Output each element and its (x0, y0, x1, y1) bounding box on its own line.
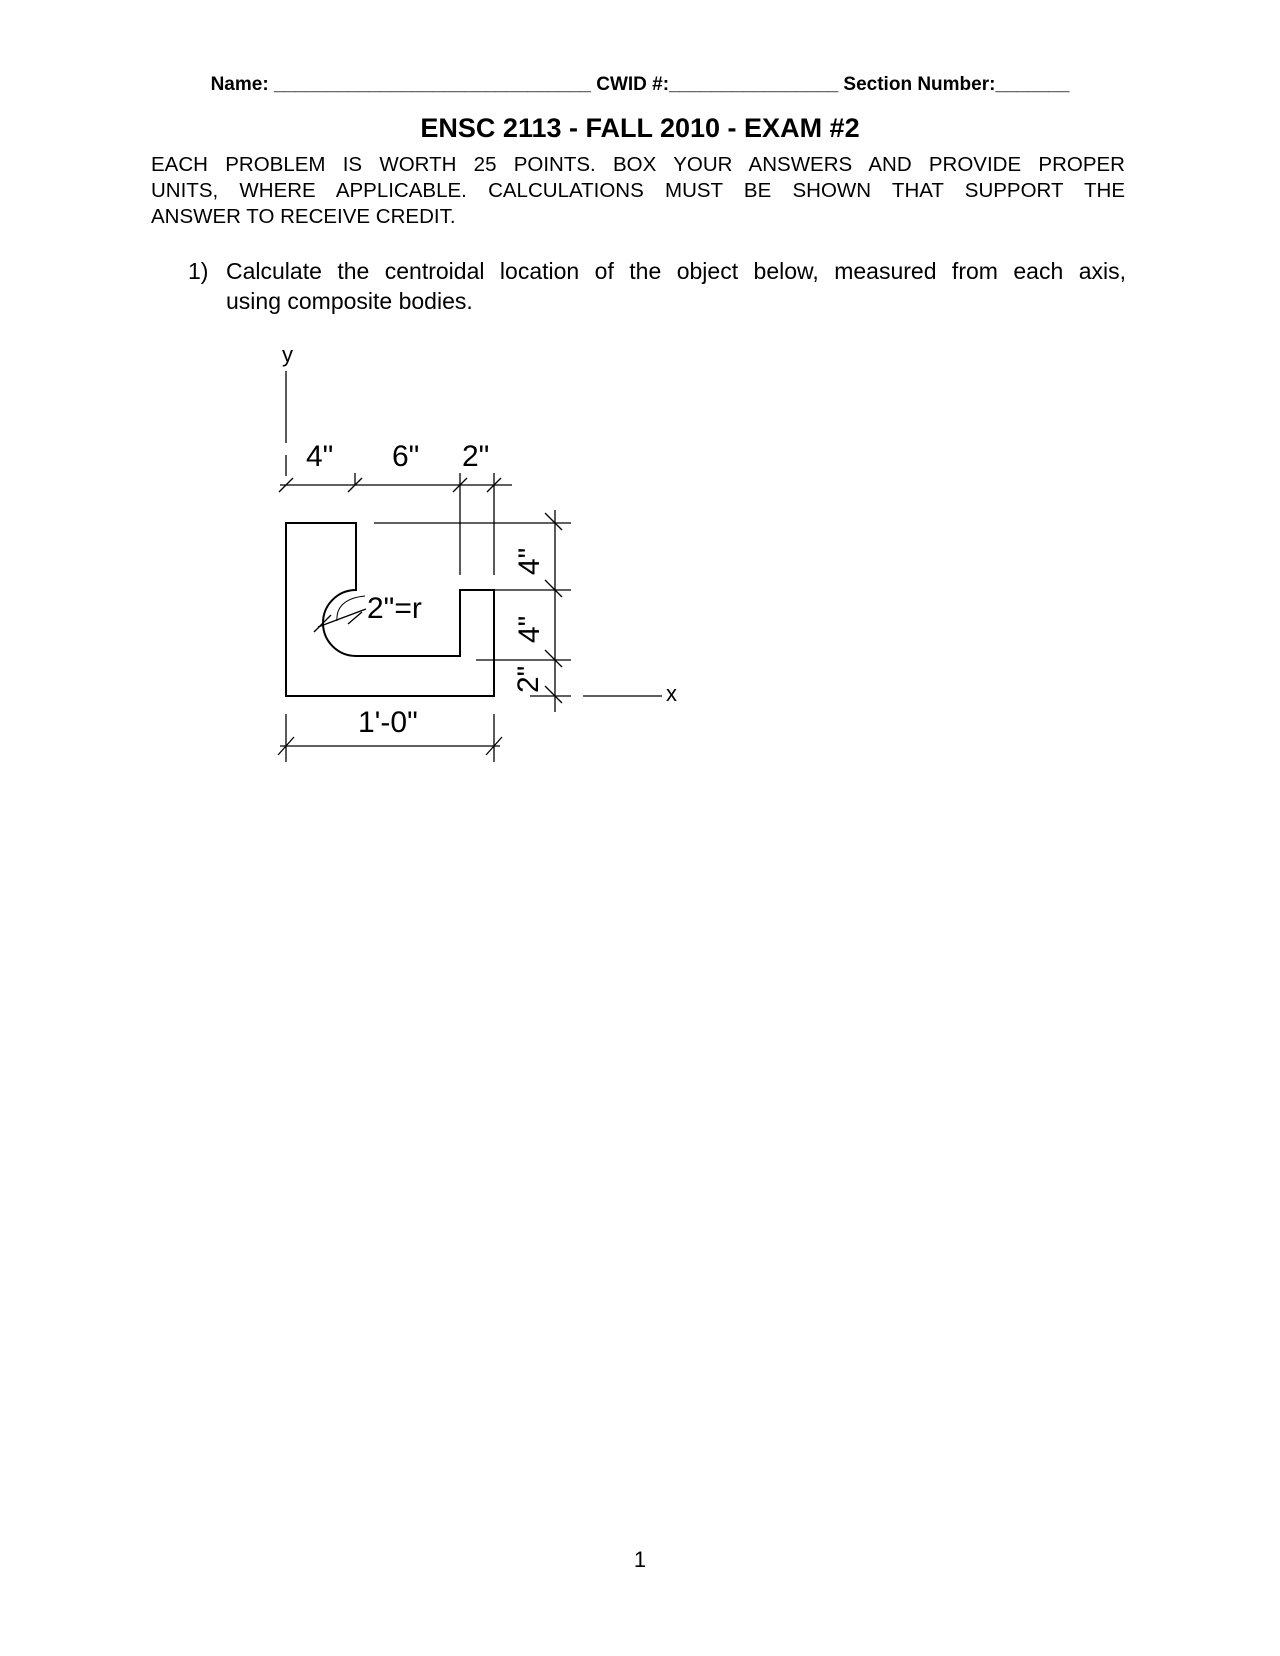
cwid-blank: ________________ (669, 74, 839, 95)
radius-leader-tick (348, 612, 362, 624)
x-axis-label: x (666, 681, 677, 706)
section-number-blank: _______ (995, 74, 1070, 95)
dimension-tick (348, 478, 362, 492)
instructions-line-3: ANSWER TO RECEIVE CREDIT. (151, 205, 456, 228)
instructions-line-1: EACH PROBLEM IS WORTH 25 POINTS. BOX YOUR ANSWERS AND PROVIDE PROPER (151, 153, 1125, 176)
instructions-line-2: UNITS, WHERE APPLICABLE. CALCULATIONS MUST BE SHOWN THAT SUPPORT THE (151, 179, 1125, 202)
problem-statement (226, 256, 1126, 316)
dimension-tick (486, 737, 502, 755)
name-label: Name: (210, 74, 269, 95)
dimension-tick (545, 650, 562, 667)
page-number: 1 (633, 1547, 647, 1572)
radius-leader (337, 596, 365, 621)
dimension-label-right-mid-4in: 4" (513, 615, 546, 643)
problem-number: 1) (188, 258, 209, 284)
radius-label: 2"=r (367, 592, 422, 625)
dimension-label-top-2in: 2" (462, 440, 490, 473)
radius-leader (318, 609, 366, 627)
cwid-label: CWID #: (596, 74, 670, 95)
dimension-tick (545, 580, 562, 597)
exam-title: ENSC 2113 - FALL 2010 - EXAM #2 (420, 113, 860, 143)
dimension-label-top-6in: 6" (392, 440, 420, 473)
object-outline (286, 523, 494, 696)
student-info-line (0, 74, 1280, 96)
dimension-tick (279, 478, 293, 492)
y-axis-label: y (282, 342, 293, 367)
dimension-label-right-top-4in: 4" (513, 547, 546, 575)
problem-statement-line-1: Calculate the centroidal location of the object below, measured from each axis, (226, 258, 1126, 284)
exam-instructions (151, 152, 1125, 230)
dimension-label-top-4in: 4" (306, 440, 334, 473)
dimension-tick (545, 513, 562, 530)
radius-leader-tick (314, 615, 331, 632)
dimension-tick (487, 478, 501, 492)
dimension-label-right-bottom-2in: 2" (512, 665, 545, 693)
dimension-label-bottom-1ft: 1'-0" (358, 706, 418, 739)
dimension-tick (545, 686, 562, 703)
name-blank: ______________________________ (273, 74, 591, 95)
dimension-tick (453, 478, 467, 492)
dimension-tick (278, 737, 294, 755)
problem-statement-line-2: using composite bodies. (226, 288, 473, 314)
section-number-label: Section Number: (843, 74, 996, 95)
